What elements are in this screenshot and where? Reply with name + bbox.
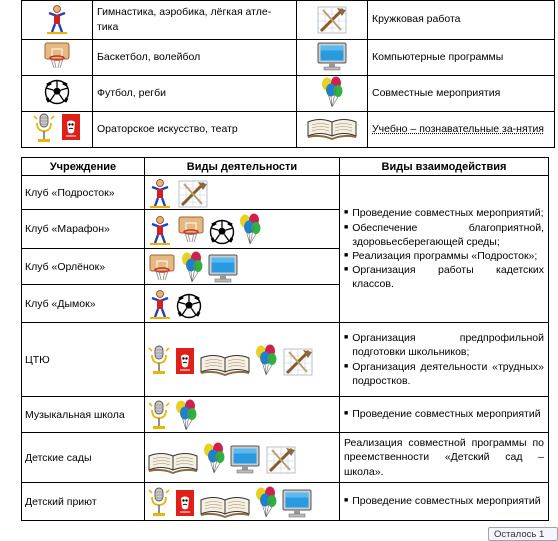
institution-name: Детские сады: [22, 433, 145, 483]
soccer-ball-icon: [176, 293, 202, 319]
list-item: ■ Организация деятельности «трудных» подростков.: [344, 360, 544, 387]
balloons-icon: [254, 486, 278, 518]
balloons-icon: [174, 399, 198, 431]
remaining-indicator[interactable]: Осталось 1: [488, 527, 558, 541]
gymnast-icon: [147, 215, 173, 245]
tools-icon: [176, 178, 210, 208]
table-row: [22, 397, 549, 433]
open-book-icon: [147, 450, 199, 474]
institution-name: Клуб «Дымок»: [22, 285, 145, 323]
legend-label: Баскетбол, волейбол: [93, 40, 297, 76]
activity-icons: [145, 176, 340, 210]
computer-monitor-icon: [229, 444, 261, 474]
tools-icon: [281, 346, 315, 376]
legend-label: Ораторское искусство, театр: [93, 112, 297, 148]
interactions-cell: [340, 483, 549, 521]
legend-icon-cell: [22, 40, 93, 76]
balloons-icon: [320, 76, 344, 108]
computer-monitor-icon: [281, 488, 313, 518]
legend-label: Футбол, регби: [93, 76, 297, 112]
interactions-cell: [340, 323, 549, 397]
balloons-icon: [254, 344, 278, 376]
soccer-ball-icon: [209, 219, 235, 245]
microphone-icon: [147, 486, 171, 518]
activity-icons: [145, 483, 340, 521]
list-item: ■ Организация работы кадетских классов.: [344, 264, 544, 291]
computer-monitor-icon: [316, 41, 348, 71]
tools-icon: [264, 444, 298, 474]
institution-name: Клуб «Орлёнок»: [22, 249, 145, 285]
legend-label: Совместные мероприятия: [368, 76, 555, 112]
theater-mask-icon: [174, 488, 196, 518]
interactions-cell: Реализация совместной программы по преемственности «Детский сад – школа».: [340, 433, 549, 483]
computer-monitor-icon: [207, 253, 239, 283]
list-item: ■ Проведение совместных мероприятий: [344, 408, 541, 421]
interactions-cell: [340, 397, 549, 433]
legend-row: [22, 1, 555, 40]
basketball-hoop-icon: [147, 253, 177, 283]
microphone-theater-icon: [32, 112, 82, 147]
table-row: [22, 323, 549, 397]
institution-name: Детский приют: [22, 483, 145, 521]
gymnast-icon: [147, 178, 173, 208]
institution-name: Клуб «Марафон»: [22, 210, 145, 249]
legend-label: Учебно – познавательные за-нятия: [368, 112, 555, 148]
header-activities: Виды деятельности: [145, 158, 340, 176]
activity-icons: [145, 249, 340, 285]
legend-row: [22, 76, 555, 112]
open-book-icon: [199, 494, 251, 518]
activity-icons: [145, 285, 340, 323]
table-row: [22, 176, 549, 210]
table-row: [22, 483, 549, 521]
legend-icon-cell: [297, 112, 368, 148]
balloons-icon: [202, 442, 226, 474]
legend-icon-cell: [22, 112, 93, 148]
legend-icon-cell: [22, 1, 93, 40]
legend-table: [21, 0, 555, 148]
gymnast-icon: [44, 4, 70, 34]
list-item: ■ Обеспечение благоприятной, здоровьесберегающей среды;: [344, 221, 544, 248]
legend-label: Компьютерные программы: [368, 40, 555, 76]
legend-icon-cell: [297, 40, 368, 76]
institution-name: ЦТЮ: [22, 323, 145, 397]
institutions-table: [21, 157, 549, 521]
balloons-icon: [180, 251, 204, 283]
theater-mask-icon: [174, 346, 196, 376]
basketball-hoop-icon: [42, 41, 72, 71]
microphone-icon: [147, 399, 171, 431]
institution-name: Музыкальная школа: [22, 397, 145, 433]
header-interactions: Виды взаимодействия: [340, 158, 549, 176]
open-book-icon: [199, 352, 251, 376]
legend-row: [22, 112, 555, 148]
open-book-icon: [306, 116, 358, 140]
legend-icon-cell: [22, 76, 93, 112]
legend-icon-cell: [297, 76, 368, 112]
header-institution: Учреждение: [22, 158, 145, 176]
activity-icons: [145, 323, 340, 397]
activity-icons: [145, 210, 340, 249]
activity-icons: [145, 433, 340, 483]
legend-label: Кружковая работа: [368, 1, 555, 40]
basketball-hoop-icon: [176, 215, 206, 245]
tools-icon: [315, 4, 349, 34]
interactions-cell: [340, 176, 549, 323]
legend-label: Гимнастика, аэробика, лёгкая атле-тика: [93, 1, 297, 40]
legend-icon-cell: [297, 1, 368, 40]
institution-name: Клуб «Подросток»: [22, 176, 145, 210]
soccer-ball-icon: [44, 79, 70, 105]
list-item: ■ Проведение совместных мероприятий: [344, 495, 541, 508]
list-item: ■ Организация предпрофильной подготовки школьников;: [344, 332, 544, 359]
legend-row: [22, 40, 555, 76]
table-row: [22, 433, 549, 483]
list-item: ■ Реализация программы «Подросток»;: [344, 250, 538, 262]
activity-icons: [145, 397, 340, 433]
gymnast-icon: [147, 289, 173, 319]
microphone-icon: [147, 344, 171, 376]
list-item: ■ Проведение совместных мероприятий;: [344, 207, 544, 220]
balloons-icon: [238, 213, 262, 245]
